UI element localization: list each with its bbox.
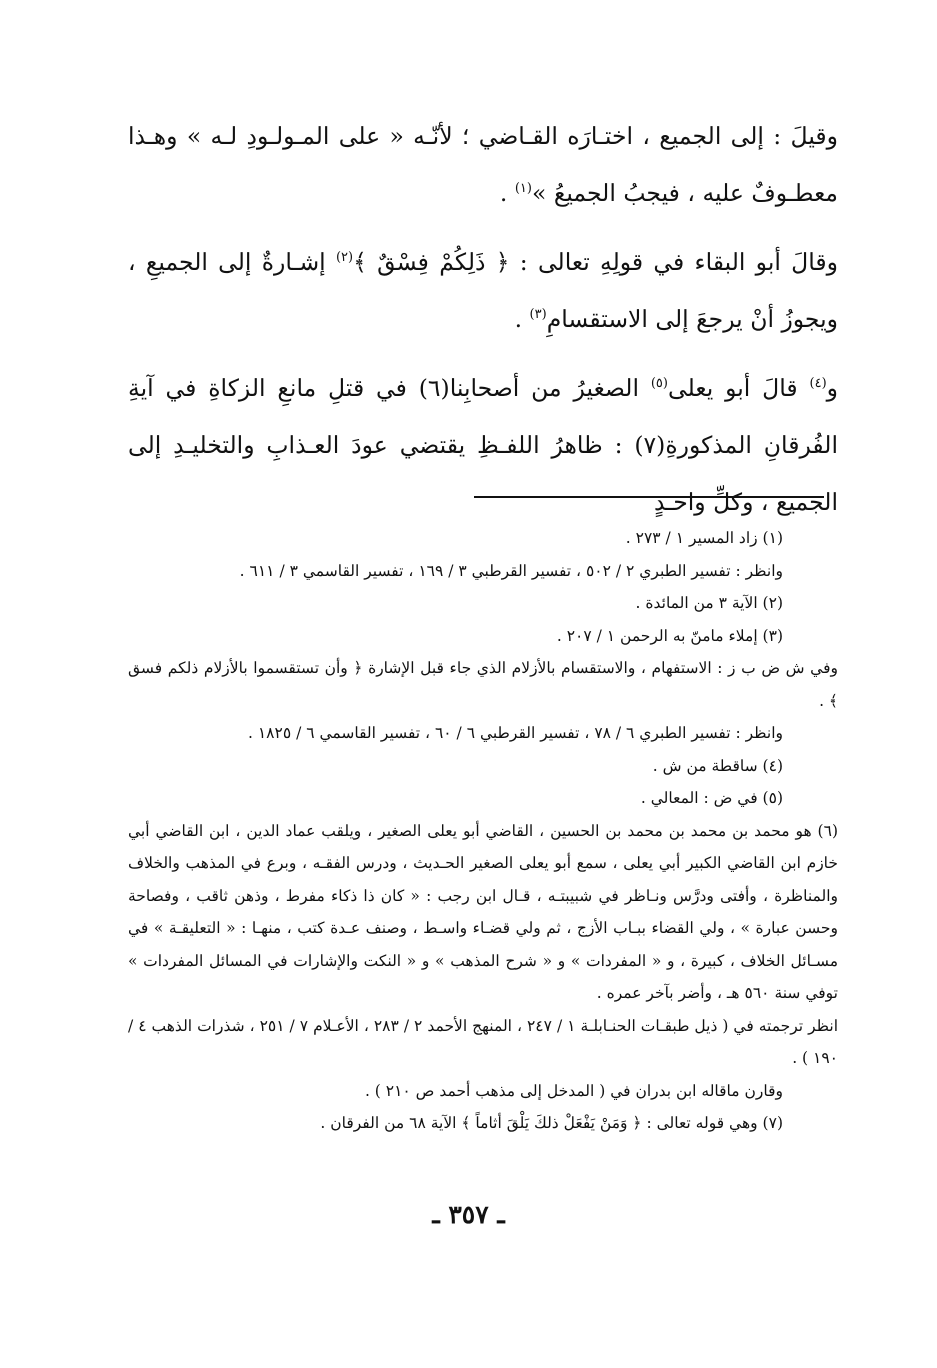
footnote: وانظر : تفسير الطبري ٦ / ٧٨ ، تفسير القرطبي ٦ / ٦٠ ، تفسير القاسمي ٦ / ١٨٢٥ . [248, 724, 783, 742]
footnote: (٤) ساقطة من ش . [652, 756, 783, 775]
main-text [128, 108, 838, 531]
footnote: (٥) في ض : المعالي . [640, 789, 783, 807]
paragraph: و$^{(٤)}$ قالَ أبو يعلى$^{(٥)}$ الصغيرُ من أصحابِنا(٦) في قتلِ مانعِ الزكاةِ في آيةِ الفُرقانِ المذكورةِ(٧) : ظاهرُ اللفـظِ يقتضي عودَ العـذابِ والتخليـدِ إلى الجميع ، وكلِّ واحـدٍ [128, 374, 838, 516]
footnote: وانظر : تفسير الطبري ٢ / ٥٠٢ ، تفسير القرطبي ٣ / ١٦٩ ، تفسير القاسمي ٣ / ٦١١ . [239, 561, 783, 580]
footnote: انظر ترجمته في ( ذيل طبقـات الحنـابلـة ١ / ٢٤٧ ، المنهج الأحمد ٢ / ٢٨٣ ، الأعـلام ٧ / ٢٥١ ، شذرات الذهب ٤ / ١٩٠ ) . [128, 1016, 838, 1067]
footnote: (٦) هو محمد بن محمد بن محمد بن الحسين ، القاضي أبو يعلى الصغير ، ويلقب عماد الدين ، ابن القاضي أبي خازم ابن القاضي الكبير أبي يعلى ، سمع أبو يعلى الصغير الحـديث ، ودرس الفقـه ، وبرع في المذهب والخلاف والمناظرة ، وأفتى ودرَّس ونـاظر في شبيبتـه ، قـال ابن رجب : « كان ذا ذكاء مفرط ، وذهن ثاقب ، وفصاحة وحسن عبارة » ، ولي القضاء ببـاب الأزج ، ثم ولي قضـاء واسـط ، وصنف عـدة كتب ، منهـا : « التعليقـة » في مسـائل الخلاف ، كبيرة ، و « المفردات » و « شرح المذهب » و « النكت والإشارات في المسائل المفردات » توفي سنة ٥٦٠ هـ ، وأضر بآخر عمره . [128, 821, 839, 1002]
footnote-marker: (١) [514, 181, 532, 197]
footnote: وقارن ماقاله ابن بدران في ( المدخل إلى مذهب أحمد ص ٢١٠ ) . [364, 1081, 783, 1100]
footnote: (٧) وهي قوله تعالى : ﴿ وَمَنْ يَفْعَلْ ذلكَ يَلْقَ أثاماً ﴾ الآية ٦٨ من الفرقان . [320, 1114, 783, 1132]
footnote: (٣) إملاء مامنّ به الرحمن ١ / ٢٠٧ . [556, 626, 783, 645]
footnote-marker: (٣) [529, 307, 547, 323]
page-number: ـ ٣٥٧ ـ [432, 1200, 505, 1229]
footnote: (٢) الآية ٣ من المائدة . [635, 594, 783, 612]
paragraph: وقالَ أبو البقاء في قولِهِ تعالى : ﴿ ذَلِكُمْ فِسْقٌ ﴾$^{(٢)}$ إشـارةٌ إلى الجميعِ ، ويجوزُ أنْ يرجعَ إلى الاستقسامِ$^{(٣)}$ . [128, 248, 838, 333]
footnote: وفي ش ض ب ز : الاستفهام ، والاستقسام بالأزلام الذي جاء قبل الإشارة ﴿ وأن تستقسموا بالأزلام ذلكم فسق ﴾ . [128, 659, 838, 710]
paragraph: وقيلَ : إلى الجميع ، اختـارَه القـاضي ؛ لأنّـه « على المـولـودِ لـه » وهـذا معطـوفٌ عليه ، فيجبُ الجميعُ »$^{(١)}$ . [128, 122, 838, 207]
footnote-marker: (٢) [335, 250, 354, 266]
footnote-marker: (٤) [809, 376, 827, 392]
footnote-separator [474, 496, 824, 498]
footnote-marker: (٥) [650, 376, 668, 392]
footnotes [128, 522, 838, 1140]
footnote: (١) زاد المسير ١ / ٢٧٣ . [625, 529, 783, 547]
